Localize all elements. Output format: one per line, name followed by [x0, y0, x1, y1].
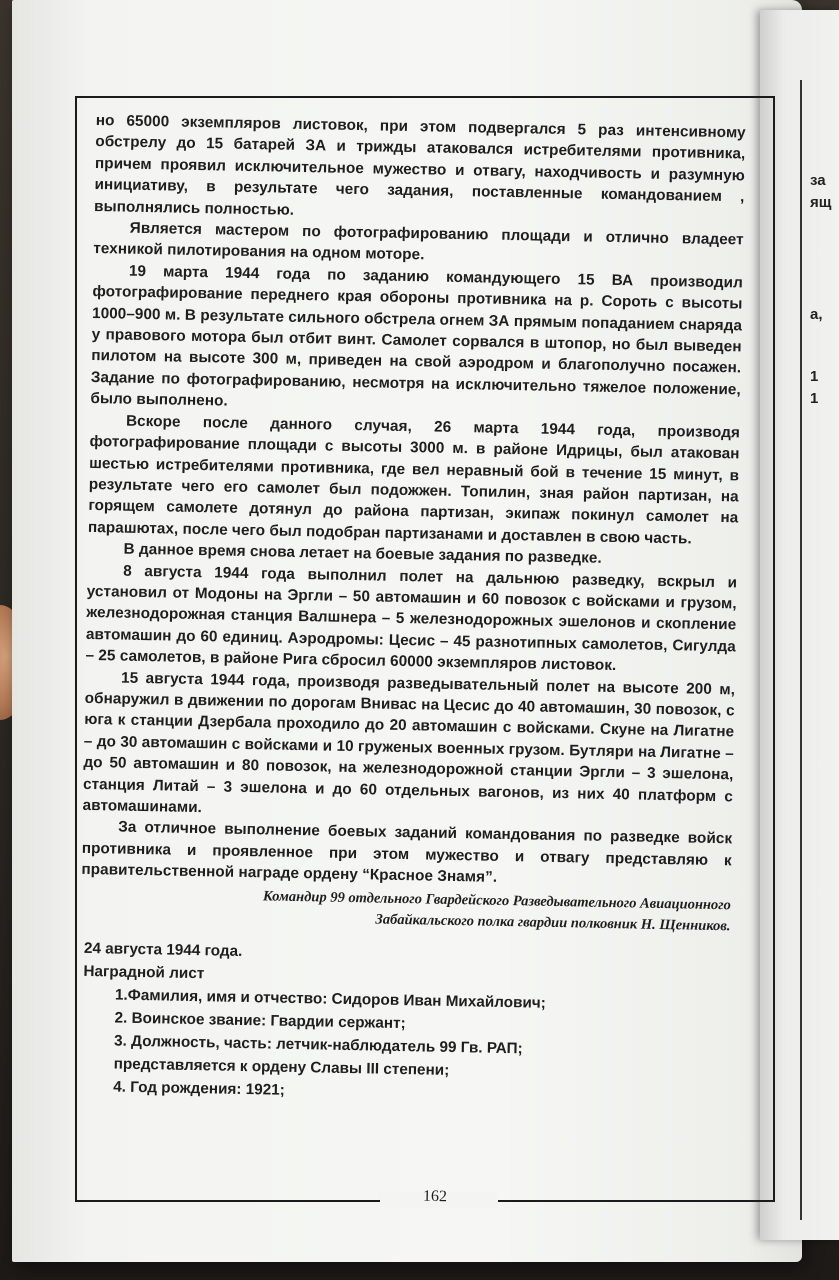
signature-line: Командир 99 отдельного Гвардейского Разведывательного Авиационного — [262, 887, 732, 913]
paragraph: Является мастером по фотографированию площади и отлично владеет техникой пилотирования на одном моторе. — [93, 219, 744, 264]
page-content — [77, 110, 746, 1110]
adjacent-fragment: 1 — [810, 368, 819, 385]
paragraph: 19 марта 1944 года по заданию командующего 15 ВА производил фотографирование переднего края обороны противника на р. Сороть с высоты 1000–900 м. В результате сильного обстрела огнем ЗА прямым попаданием снаряда у правового мотора был отбит винт. Самолет сорвался в штопор, но был выведен пилотом на высоте 300 м, приведен на свой аэродром и благополучно посажен. Задание по фотографированию, несмотря на исключительно тяжелое положение, было выполнено. — [90, 262, 743, 410]
award-item: 3. Должность, часть: летчик-наблюдатель 99 Гв. РАП; — [113, 1032, 523, 1057]
award-sheet — [77, 936, 730, 1109]
adjacent-fragment: за — [810, 172, 826, 189]
paragraph: Вскоре после данного случая, 26 марта 1944 года, производя фотографирование площади с высоты 3000 м. в районе Идрицы, был атакован шестью истребителями противника, где вел неравный бой в течение 15 минут, в результате чего его самолет был подожжен. Топилин, зная район партизан, на горящем самолете дотянул до района партизан, экипаж покинул самолет на парашютах, после чего был подобран партизанами и доставлен в свою часть. — [87, 412, 741, 548]
paragraph: но 65000 экземпляров листовок, при этом подвергался 5 раз интенсивному обстрелу до 15 батарей ЗА и трижды атаковался истребителями противника, причем проявил исключительное мужество и отвагу, находчивость и разумную инициативу, в результате чего задания, поставленные командованием , выполнялись полностью. — [93, 111, 746, 219]
award-heading: Наградной лист — [83, 962, 205, 982]
adjacent-fragment: ящ — [810, 194, 832, 211]
award-date: 24 августа 1944 года. — [83, 939, 243, 960]
award-item: 2. Воинское звание: Гвардии сержант; — [114, 1009, 406, 1032]
paragraph: За отличное выполнение боевых заданий командования по разведке войск противника и проявленное при этом мужество и отвагу представляю к правительственной награде ордену “Красное Знамя”. — [81, 818, 733, 887]
paragraph: В данное время снова летает на боевые задания по разведке. — [123, 540, 602, 567]
adjacent-fragment: 1 — [810, 390, 819, 407]
page-number: 162 — [422, 1187, 448, 1206]
award-item: 1.Фамилия, имя и отчество: Сидоров Иван Михайлович; — [114, 986, 547, 1012]
award-item: 4. Год рождения: 1921; — [113, 1078, 285, 1099]
signature-line: Забайкальского полка гвардии полковник Н. Щенников. — [375, 911, 731, 934]
paragraph: 15 августа 1944 года, производя разведывательный полет на высоте 200 м, обнаружил в движении по дорогам Внивас на Цесис до 40 автомашин, 30 повозок, с юга к станции Дзербала проходило до 20 автомашин с войсками. Скуне на Лигатне – до 30 автомашин с войсками и 10 груженых военных грузом. Бутляри на Лигатне – до 50 автомашин и 80 повозок, на железнодорожной станции Эргли – 3 эшелона, станция Литай – 3 эшелона и до 60 отдельных вагонов, из них 40 платформ с автомашинами. — [82, 669, 736, 817]
adjacent-fragment: а, — [810, 306, 823, 323]
award-item: представляется к ордену Славы III степени; — [113, 1055, 450, 1079]
paragraph: 8 августа 1944 года выполнил полет на дальнюю разведку, вскрыл и установил от Модоны на Эргли – 50 автомашин и 60 повозок с войсками и грузом, железнодорожная станция Валшнера – 5 железнодорожных эшелонов и скопление автомашин до 60 единиц. Аэродромы: Цесис – 45 разнотипных самолетов, Сигулда – 25 самолетов, в районе Рига сбросил 60000 экземпляров листовок. — [85, 562, 738, 675]
adjacent-page-text — [810, 170, 831, 410]
